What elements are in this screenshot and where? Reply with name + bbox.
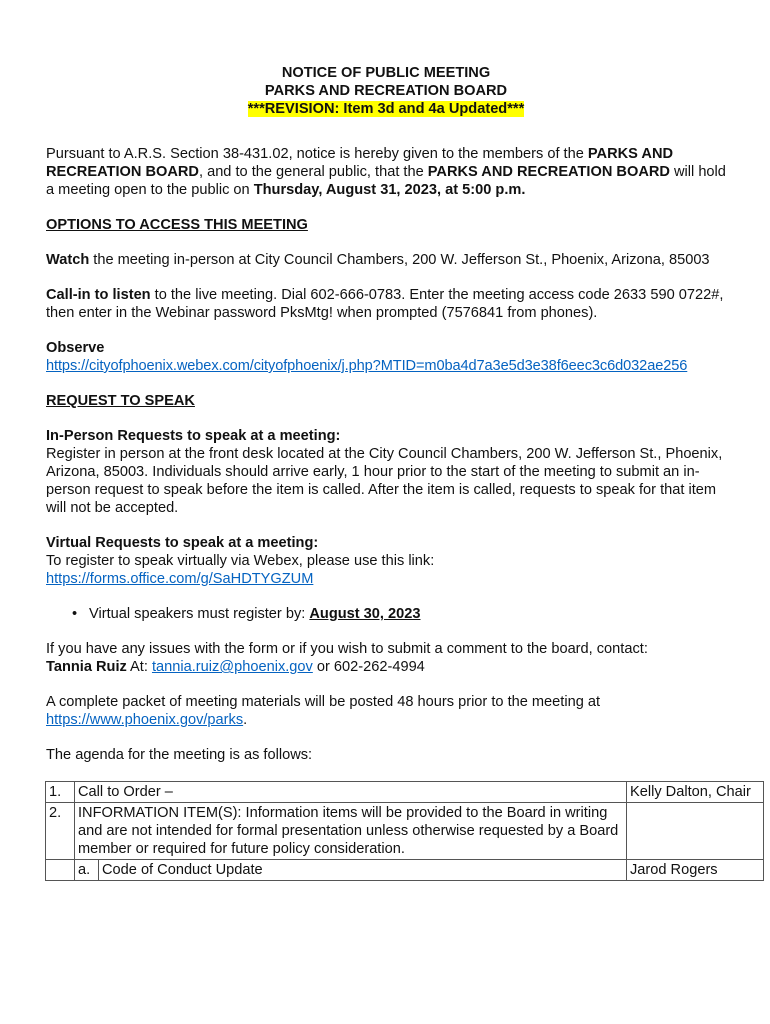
agenda-item-presenter: Jarod Rogers: [627, 860, 764, 881]
bullet-icon: •: [72, 606, 78, 622]
revision-note: ***REVISION: Item 3d and 4a Updated***: [247, 101, 525, 117]
callin-text: to the live meeting. Dial 602-666-0783. Enter the meeting access code 2633 590 0722#, then enter in the Webinar password PksMtg! when prompted (7576841 from phones).: [46, 287, 724, 321]
meeting-datetime: Thursday, August 31, 2023, at 5:00 p.m.: [253, 182, 526, 198]
inperson-section: [46, 427, 726, 517]
table-row: [46, 860, 764, 881]
observe-section: [46, 339, 726, 375]
watch-label: Watch: [46, 252, 90, 268]
agenda-item-presenter: Kelly Dalton, Chair: [627, 782, 764, 803]
intro-board-name-1: PARKS AND RECREATION BOARD: [46, 146, 674, 180]
packet-text: A complete packet of meeting materials will be posted 48 hours prior to the meeting at: [46, 694, 601, 710]
list-item: [72, 605, 726, 623]
observe-webex-link[interactable]: https://cityofphoenix.webex.com/cityofphoenix/j.php?MTID=m0ba4d7a3e5d3e38f6eec3c6d032ae256: [46, 358, 688, 374]
agenda-intro: The agenda for the meeting is as follows:: [46, 747, 313, 763]
agenda-subitem-letter: a.: [75, 860, 99, 881]
contact-section: [46, 640, 726, 676]
virtual-heading: Virtual Requests to speak at a meeting:: [46, 535, 319, 551]
callin-paragraph: [46, 286, 726, 322]
inperson-heading: In-Person Requests to speak at a meeting:: [46, 428, 341, 444]
bullet-list: [46, 605, 726, 623]
packet-period: .: [243, 712, 248, 728]
contact-name: Tannia Ruiz: [46, 659, 127, 675]
contact-phone: or 602-262-4994: [312, 659, 425, 675]
watch-paragraph: [46, 251, 726, 269]
agenda-item-number: 1.: [46, 782, 75, 803]
inperson-text: Register in person at the front desk located at the City Council Chambers, 200 W. Jefferson St., Phoenix, Arizona, 85003. Individuals should arrive early, 1 hour prior to the start of the meeting to submit an in-person request to speak before the item is called. After the item is called, requests to speak for that item will not be accepted.: [46, 446, 723, 516]
request-to-speak-heading: REQUEST TO SPEAK: [46, 393, 195, 409]
virtual-text: To register to speak virtually via Webex, please use this link:: [46, 553, 435, 569]
contact-text: If you have any issues with the form or if you wish to submit a comment to the board, contact:: [46, 641, 648, 657]
contact-email-link[interactable]: tannia.ruiz@phoenix.gov: [151, 659, 313, 675]
agenda-item-number: [46, 860, 75, 881]
intro-board-name-2: PARKS AND RECREATION BOARD: [427, 164, 670, 180]
watch-text: the meeting in-person at City Council Chambers, 200 W. Jefferson St., Phoenix, Arizona, 85003: [89, 252, 710, 268]
packet-section: [46, 693, 726, 729]
intro-paragraph: [46, 145, 726, 199]
parks-website-link[interactable]: https://www.phoenix.gov/parks: [46, 712, 244, 728]
agenda-item-text: INFORMATION ITEM(S): Information items will be provided to the Board in writing and are not intended for formal presentation unless otherwise requested by a Board member or required for future policy consideration.: [75, 803, 627, 860]
contact-at: At:: [126, 659, 152, 675]
agenda-item-text: Code of Conduct Update: [99, 860, 627, 881]
agenda-item-text: Call to Order –: [75, 782, 627, 803]
intro-text-1: Pursuant to A.R.S. Section 38-431.02, notice is hereby given to the members of the: [46, 146, 588, 162]
observe-label: Observe: [46, 340, 105, 356]
agenda-item-number: 2.: [46, 803, 75, 860]
callin-label: Call-in to listen: [46, 287, 151, 303]
intro-text-2: , and to the general public, that the: [198, 164, 428, 180]
options-heading: OPTIONS TO ACCESS THIS MEETING: [46, 217, 308, 233]
board-title: PARKS AND RECREATION BOARD: [264, 83, 508, 99]
virtual-section: [46, 534, 726, 588]
intro-text-3: will hold a meeting open to the public on: [46, 164, 726, 198]
register-deadline: August 30, 2023: [309, 606, 421, 622]
notice-header: [46, 64, 726, 118]
table-row: [46, 803, 764, 860]
agenda-item-presenter: [627, 803, 764, 860]
document-page: [46, 64, 751, 881]
agenda-table: [45, 781, 764, 881]
table-row: [46, 782, 764, 803]
bullet-text: Virtual speakers must register by:: [89, 606, 310, 622]
virtual-form-link[interactable]: https://forms.office.com/g/SaHDTYGZUM: [46, 571, 314, 587]
notice-title: NOTICE OF PUBLIC MEETING: [281, 65, 491, 81]
